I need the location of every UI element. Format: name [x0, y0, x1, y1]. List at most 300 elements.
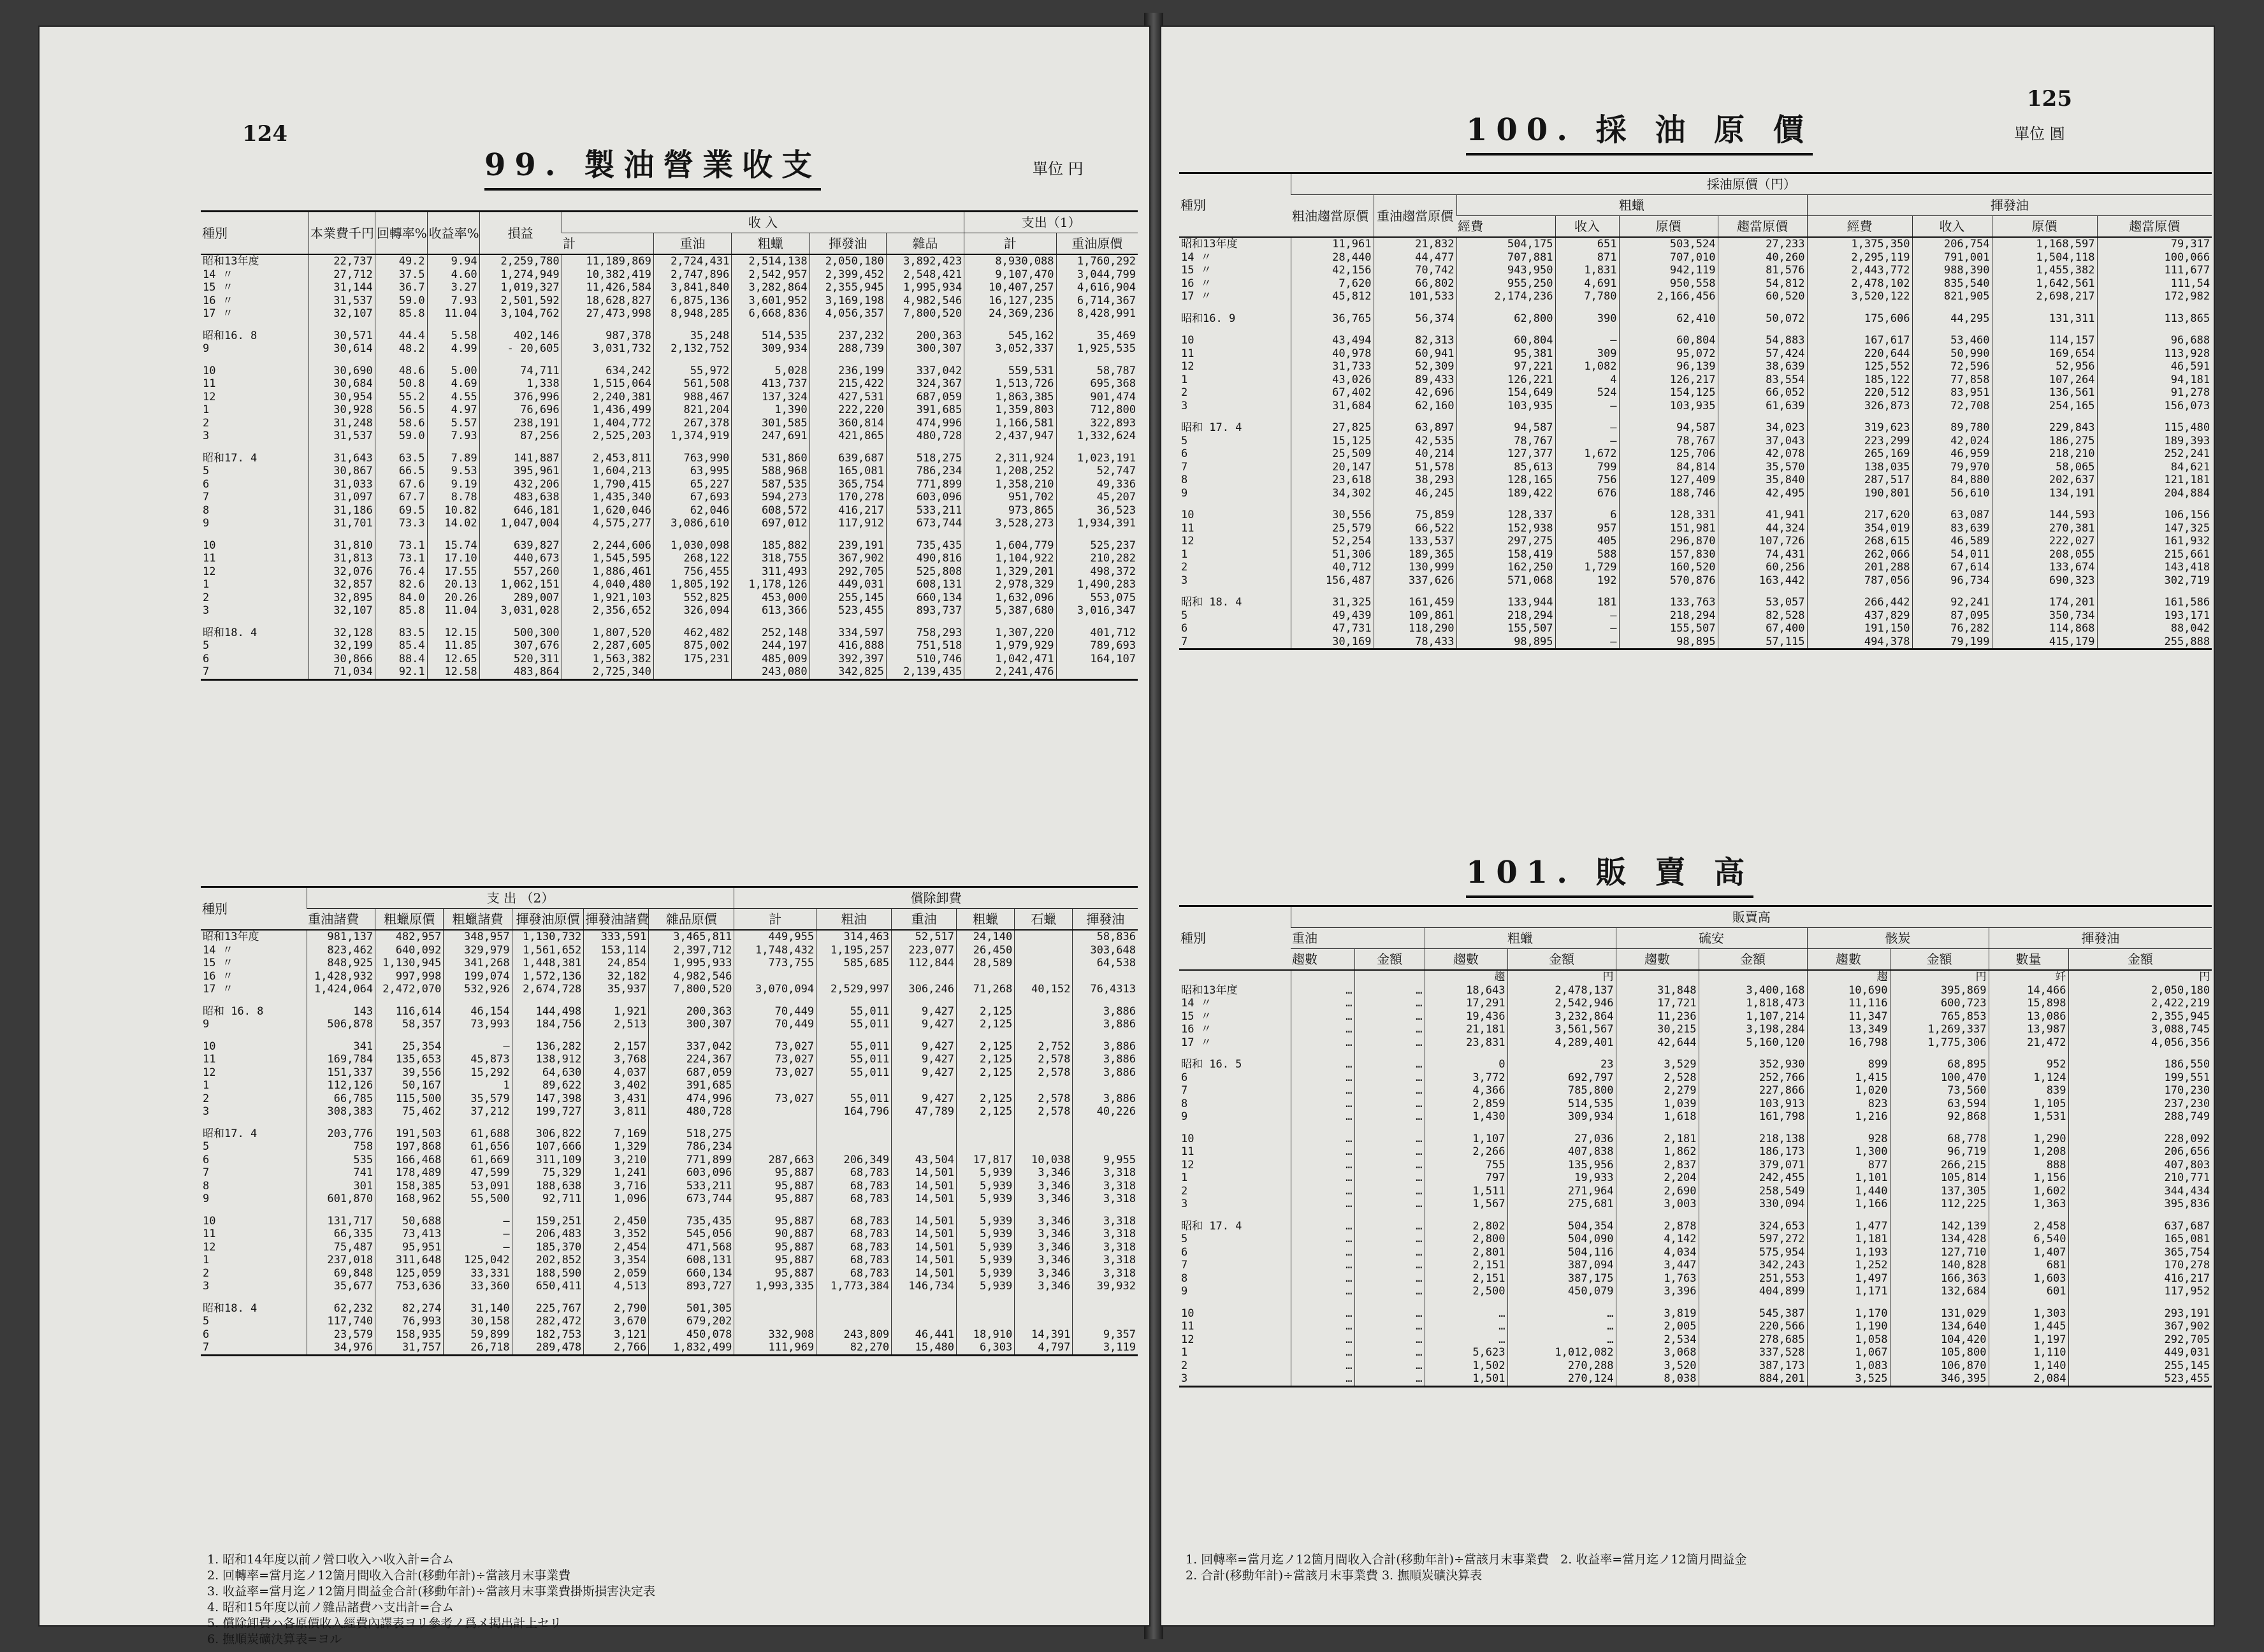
row-label: 15 〃	[203, 957, 233, 969]
table-cell: 3,318	[1073, 1215, 1138, 1228]
table-cell: 603,096	[886, 491, 964, 504]
row-label: 8	[1181, 474, 1188, 486]
table-cell: 603,096	[649, 1166, 734, 1180]
table-cell: 651	[1555, 237, 1619, 251]
row-label: 7	[1181, 635, 1188, 648]
table-cell: 608,131	[886, 578, 964, 591]
table-cell: 159,251	[512, 1215, 584, 1228]
table-cell: 514,535	[732, 330, 809, 343]
row-label: 3	[203, 604, 210, 617]
table-cell: 707,010	[1619, 251, 1718, 264]
table-cell: …	[1291, 1272, 1354, 1286]
table-cell: 92,868	[1890, 1110, 1989, 1124]
table-cell: 552,825	[653, 591, 731, 605]
table-cell: 155,507	[1456, 622, 1555, 635]
row-label: 5	[203, 465, 210, 477]
table-cell: 1,563,382	[562, 653, 653, 666]
unit-cell: 円	[1890, 970, 1989, 984]
table-cell: …	[1354, 1333, 1425, 1347]
table-cell: …	[1291, 1058, 1354, 1071]
table-cell: 220,566	[1699, 1320, 1807, 1333]
table-cell: 103,935	[1619, 400, 1718, 413]
table-cell: 1,672	[1555, 447, 1619, 461]
table-cell: 679,202	[649, 1315, 734, 1328]
table-cell: 31,813	[308, 552, 375, 565]
table-cell: 1,012,082	[1507, 1346, 1616, 1359]
table-cell: 243,809	[816, 1328, 892, 1342]
table-cell: 1,181	[1807, 1233, 1890, 1246]
table-cell: 1,979,929	[964, 639, 1056, 653]
spacer-row	[201, 530, 1138, 539]
row-label: 11	[1181, 521, 1194, 535]
spacer-cell	[964, 443, 1056, 452]
table-cell: 32,076	[308, 565, 375, 579]
table-cell: 73,560	[1890, 1084, 1989, 1098]
table-cell: 307,676	[479, 639, 562, 653]
table-cell: 3,670	[584, 1315, 649, 1328]
table-cell: 83,554	[1718, 373, 1807, 387]
row-label: 5	[203, 1315, 210, 1328]
table-cell	[1073, 1140, 1138, 1154]
spacer-cell	[512, 1206, 584, 1215]
table-cell: …	[1354, 1098, 1425, 1111]
table-cell: 1,241	[584, 1166, 649, 1180]
table-cell: 191,503	[375, 1127, 444, 1141]
table-cell: 1,082	[1555, 360, 1619, 373]
table-cell: 126,217	[1619, 373, 1718, 387]
table-cell: 39,556	[375, 1066, 444, 1080]
table-cell: 23,831	[1425, 1036, 1507, 1050]
spacer-cell	[2097, 412, 2212, 421]
table-cell: 1,104,922	[964, 552, 1056, 565]
table-cell: 95,951	[375, 1241, 444, 1254]
table-cell: 68,783	[816, 1192, 892, 1206]
table-cell: 147,325	[2097, 522, 2212, 535]
table-cell: 639,687	[809, 452, 886, 465]
table-cell: 3,716	[584, 1180, 649, 1193]
table-cell: …	[1291, 1010, 1354, 1024]
table-cell: 96,719	[1890, 1145, 1989, 1159]
col-header: 石蠟	[1015, 909, 1073, 931]
spacer-cell	[512, 1031, 584, 1040]
table-cell: 3,768	[584, 1053, 649, 1066]
table-cell: 69,848	[307, 1267, 375, 1280]
table-cell: 30,954	[308, 391, 375, 404]
spacer-cell	[1807, 1049, 1890, 1058]
row-label: 3	[1181, 1372, 1188, 1385]
table-cell: 498,372	[1056, 565, 1138, 579]
spacer-row	[201, 356, 1138, 365]
table-cell: 84,880	[1912, 474, 1992, 487]
spacer-row	[201, 1031, 1138, 1040]
table-cell: 660,134	[886, 591, 964, 605]
table-row	[1179, 1320, 2212, 1333]
table-cell: 14,501	[892, 1192, 957, 1206]
table-cell: 520,311	[479, 653, 562, 666]
table-cell: 2,747,896	[653, 268, 731, 282]
table-cell: 1,101	[1807, 1171, 1890, 1185]
table-cell: 1,934,391	[1056, 517, 1138, 530]
table-cell: 301	[307, 1180, 375, 1193]
table-cell: 753,636	[375, 1280, 444, 1293]
table-cell: 43,504	[892, 1154, 957, 1167]
table-cell: 31,144	[308, 281, 375, 294]
table-cell: 300,307	[886, 342, 964, 356]
col-header: 趨數	[1425, 949, 1507, 971]
table-cell: 66,522	[1374, 522, 1456, 535]
table-cell: 95,072	[1619, 347, 1718, 361]
table-cell: 407,838	[1507, 1145, 1616, 1159]
table-cell: —	[1555, 421, 1619, 435]
table-cell: 188,638	[512, 1180, 584, 1193]
table-cell: 503,524	[1619, 237, 1718, 251]
spacer-cell	[562, 321, 653, 330]
table-cell: 133,537	[1374, 535, 1456, 548]
table-cell: 68,783	[816, 1228, 892, 1241]
table-cell: 236,199	[809, 365, 886, 378]
table-cell: 1,019,327	[479, 281, 562, 294]
table-cell: 786,234	[886, 465, 964, 478]
spacer-cell	[584, 1031, 649, 1040]
table-cell: 88.4	[375, 653, 427, 666]
table-cell: 2,084	[1989, 1372, 2068, 1386]
table-cell: 401,712	[1056, 627, 1138, 640]
table-cell: 56,610	[1912, 487, 1992, 500]
table-cell: 71,034	[308, 665, 375, 679]
table-cell: 395,869	[1890, 984, 1989, 997]
table-cell: 504,090	[1507, 1233, 1616, 1246]
table-row	[1179, 1098, 2212, 1111]
table-cell: 63,087	[1912, 509, 1992, 522]
table-cell: 27,712	[308, 268, 375, 282]
table-cell: 127,409	[1619, 474, 1718, 487]
table-cell: 63,594	[1890, 1098, 1989, 1111]
table-cell: 125,552	[1807, 360, 1912, 373]
row-label: 12	[1181, 1158, 1194, 1171]
table-cell	[1015, 1079, 1073, 1092]
table-cell: 391,685	[649, 1079, 734, 1092]
table-cell: 82,528	[1718, 609, 1807, 623]
spacer-cell	[1073, 1119, 1138, 1127]
spacer-cell	[1073, 1206, 1138, 1215]
table-row	[1179, 251, 2212, 264]
table-cell: 308,383	[307, 1105, 375, 1119]
spacer-cell	[1989, 1298, 2068, 1307]
row-label: 9	[1181, 1285, 1188, 1298]
table-cell: 8,948,285	[653, 307, 731, 321]
table-cell: 1,831	[1555, 264, 1619, 277]
table-cell: 75,859	[1374, 509, 1456, 522]
table-cell: 184,756	[512, 1018, 584, 1031]
table-cell: 2,766	[584, 1341, 649, 1355]
table-cell: 185,370	[512, 1241, 584, 1254]
table-cell: 692,797	[1507, 1071, 1616, 1085]
spacer-cell	[1456, 412, 1555, 421]
table-cell: 1,390	[732, 403, 809, 417]
spacer-cell	[1807, 587, 1912, 596]
spacer-cell	[479, 356, 562, 365]
table-cell: 35,677	[307, 1280, 375, 1293]
sales-volume-table	[1179, 905, 2212, 1388]
row-label: 11	[203, 1228, 216, 1240]
table-cell: 53,460	[1912, 334, 1992, 347]
table-row	[1179, 334, 2212, 347]
table-cell: 1,332,624	[1056, 430, 1138, 443]
spacer-cell	[1807, 303, 1912, 312]
table-cell: 2,724,431	[653, 254, 731, 268]
spacer-cell	[1354, 1049, 1425, 1058]
spacer-cell	[886, 530, 964, 539]
table-row	[1179, 1110, 2212, 1124]
table-cell: 2,259,780	[479, 254, 562, 268]
col-header: 金額	[1354, 949, 1425, 971]
table-cell: 1,300	[1807, 1145, 1890, 1159]
table-cell: 270,124	[1507, 1372, 1616, 1386]
table-cell: …	[1291, 1285, 1354, 1298]
table-cell: 109,861	[1374, 609, 1456, 623]
table-cell: 531,860	[732, 452, 809, 465]
table-cell: 2,578	[1015, 1066, 1073, 1080]
table-cell: 144,593	[1992, 509, 2097, 522]
table-cell: 156,487	[1291, 574, 1374, 588]
row-label: 10	[1181, 1132, 1194, 1145]
table-cell: 85.8	[375, 604, 427, 618]
table-cell: 40,712	[1291, 561, 1374, 574]
table-cell: 24,140	[957, 930, 1015, 944]
table-cell: 157,830	[1619, 548, 1718, 562]
table-cell: 687,059	[886, 391, 964, 404]
table-row	[201, 1180, 1138, 1193]
unit-label-left: 單位 円	[1033, 160, 1084, 178]
spacer-cell	[1425, 1211, 1507, 1220]
table-cell: 1,602	[1989, 1185, 2068, 1198]
table-cell: 4,575,277	[562, 517, 653, 530]
spacer-cell	[1912, 587, 1992, 596]
table-cell: 533,211	[649, 1180, 734, 1193]
table-cell: 324,367	[886, 377, 964, 391]
table-cell: 2,241,476	[964, 665, 1056, 679]
table-cell: 2,422,219	[2068, 997, 2212, 1010]
spacer-row	[201, 996, 1138, 1005]
table-row	[201, 377, 1138, 391]
table-cell: 309,934	[1507, 1110, 1616, 1124]
table-cell: 1,374,919	[653, 430, 731, 443]
spacer-cell	[427, 443, 479, 452]
table-cell: 787,056	[1807, 574, 1912, 588]
table-cell: 189,365	[1374, 548, 1456, 562]
table-cell: 42,078	[1718, 447, 1807, 461]
table-cell: 901,474	[1056, 391, 1138, 404]
table-cell: 1,448,381	[512, 957, 584, 970]
table-cell: …	[1354, 1185, 1425, 1198]
spacer-cell	[308, 443, 375, 452]
table-cell: …	[1291, 1036, 1354, 1050]
table-cell: 38,639	[1718, 360, 1807, 373]
table-row	[1179, 277, 2212, 291]
row-label: 6	[203, 1153, 210, 1166]
table-cell: 186,173	[1699, 1145, 1807, 1159]
table-cell: 2,437,947	[964, 430, 1056, 443]
table-cell	[957, 1079, 1015, 1092]
table-cell: 506,878	[307, 1018, 375, 1031]
row-label: 昭和17. 4	[203, 451, 258, 465]
table-cell: …	[1291, 997, 1354, 1010]
table-cell: 1,604,779	[964, 539, 1056, 553]
table-cell: 32,199	[308, 639, 375, 653]
table-cell: 85.8	[375, 307, 427, 321]
table-cell: 9,357	[1073, 1328, 1138, 1342]
table-cell: 545,162	[964, 330, 1056, 343]
table-cell: 192	[1555, 574, 1619, 588]
table-cell: 55,011	[816, 1040, 892, 1054]
table-cell: 11,116	[1807, 997, 1890, 1010]
table-cell: 50,688	[375, 1215, 444, 1228]
table-cell: 535	[307, 1154, 375, 1167]
spacer-cell	[1374, 587, 1456, 596]
table-cell: 161,798	[1699, 1110, 1807, 1124]
table-cell: …	[1291, 1098, 1354, 1111]
table-cell: …	[1354, 1320, 1425, 1333]
table-cell: 220,644	[1807, 347, 1912, 361]
spacer-cell	[375, 618, 427, 627]
table-cell: 40,978	[1291, 347, 1374, 361]
table-cell: 3,318	[1073, 1192, 1138, 1206]
table-cell: 40,152	[1015, 983, 1073, 996]
row-label: 昭和 16. 5	[1181, 1058, 1242, 1071]
table-row	[201, 1241, 1138, 1254]
table-cell: 170,278	[809, 491, 886, 504]
table-cell: 155,507	[1619, 622, 1718, 635]
table-cell: 1,430	[1425, 1110, 1507, 1124]
table-cell: 193,171	[2097, 609, 2212, 623]
spacer-cell	[2068, 1211, 2212, 1220]
spacer-cell	[1718, 303, 1807, 312]
table-cell: 1,404,772	[562, 417, 653, 430]
table-cell: 169,784	[307, 1053, 375, 1066]
table-row	[201, 365, 1138, 378]
table-cell: 44,324	[1718, 522, 1807, 535]
table-cell: 360,814	[809, 417, 886, 430]
spacer-cell	[809, 356, 886, 365]
table-cell: 2,859	[1425, 1098, 1507, 1111]
table-cell: 483,638	[479, 491, 562, 504]
table-cell: 402,146	[479, 330, 562, 343]
spacer-cell	[479, 321, 562, 330]
table-cell: 0	[1425, 1058, 1507, 1071]
table-cell	[957, 1315, 1015, 1328]
table-cell: 51,306	[1291, 548, 1374, 562]
table-cell: 55,011	[816, 1092, 892, 1106]
table-cell: 88,042	[2097, 622, 2212, 635]
table-cell: 166,363	[1890, 1272, 1989, 1286]
table-cell: 3,031,732	[562, 342, 653, 356]
table-cell: 928	[1807, 1133, 1890, 1146]
table-cell: 348,957	[444, 930, 512, 944]
table-cell: 756	[1555, 474, 1619, 487]
unit-cell	[1699, 970, 1807, 984]
table-cell: 1,921,103	[562, 591, 653, 605]
table-cell: 504,354	[1507, 1220, 1616, 1233]
spacer-cell	[1616, 1298, 1699, 1307]
table-cell: 5,939	[957, 1241, 1015, 1254]
table-cell: 166,468	[375, 1154, 444, 1167]
table-cell: 1,208,252	[964, 465, 1056, 478]
table-row	[1179, 1023, 2212, 1036]
table-cell	[1015, 1005, 1073, 1018]
table-cell: 597,272	[1699, 1233, 1807, 1246]
row-label: 1	[1181, 373, 1188, 386]
table-cell: 68,895	[1890, 1058, 1989, 1071]
spacer-cell	[2097, 325, 2212, 334]
table-cell: 500,300	[479, 627, 562, 640]
spacer-cell	[892, 1293, 957, 1302]
spacer-cell	[2097, 587, 2212, 596]
table-cell: 172,982	[2097, 290, 2212, 303]
table-cell: …	[1354, 1372, 1425, 1386]
table-cell: 440,673	[479, 552, 562, 565]
table-cell: 587,535	[732, 478, 809, 491]
spacer-cell	[649, 1293, 734, 1302]
table-cell: 43,494	[1291, 334, 1374, 347]
table-cell: 3,346	[1015, 1215, 1073, 1228]
row-label: 昭和 17. 4	[1181, 421, 1242, 434]
spacer-row	[1179, 412, 2212, 421]
table-cell: 34,023	[1718, 421, 1807, 435]
table-cell: 46,441	[892, 1328, 957, 1342]
page-number-right: 125	[2027, 86, 2072, 112]
spacer-cell	[816, 1206, 892, 1215]
table-cell: 62,410	[1619, 312, 1718, 326]
table-cell: 309,934	[732, 342, 809, 356]
table-cell: …	[1291, 1171, 1354, 1185]
left-page	[38, 25, 1150, 1646]
table-cell: 49,439	[1291, 609, 1374, 623]
table-cell: 553,075	[1056, 591, 1138, 605]
table-cell: 2,240,381	[562, 391, 653, 404]
spacer-cell	[1425, 1298, 1507, 1307]
table-cell: 191,150	[1807, 622, 1912, 635]
table-cell: 175,231	[653, 653, 731, 666]
table-cell: 4,982,546	[886, 294, 964, 308]
table-cell: 57,424	[1718, 347, 1807, 361]
table-cell: 3,346	[1015, 1254, 1073, 1267]
table-cell: 104,420	[1890, 1333, 1989, 1347]
col-header: 計	[734, 909, 816, 931]
unit-cell	[1291, 970, 1354, 984]
row-label: 17 〃	[1181, 290, 1212, 303]
table-cell: 712,800	[1056, 403, 1138, 417]
spacer-cell	[809, 530, 886, 539]
table-row	[201, 539, 1138, 553]
table-cell: 10,038	[1015, 1154, 1073, 1167]
table-cell: 11,189,869	[562, 254, 653, 268]
table-cell: 1,435,340	[562, 491, 653, 504]
table-row	[1179, 522, 2212, 535]
table-cell: 220,512	[1807, 386, 1912, 400]
spacer-cell	[1912, 412, 1992, 421]
spacer-cell	[1015, 1031, 1073, 1040]
row-label: 5	[1181, 609, 1188, 622]
row-label: 3	[203, 430, 210, 442]
table-cell: 676	[1555, 487, 1619, 500]
spacer-cell	[1073, 996, 1138, 1005]
table-cell: 12.15	[427, 627, 479, 640]
table-cell: 6,714,367	[1056, 294, 1138, 308]
table-row	[1179, 622, 2212, 635]
table-cell: 185,122	[1807, 373, 1912, 387]
table-cell: 3,346	[1015, 1180, 1073, 1193]
table-cell: 31,757	[375, 1341, 444, 1355]
